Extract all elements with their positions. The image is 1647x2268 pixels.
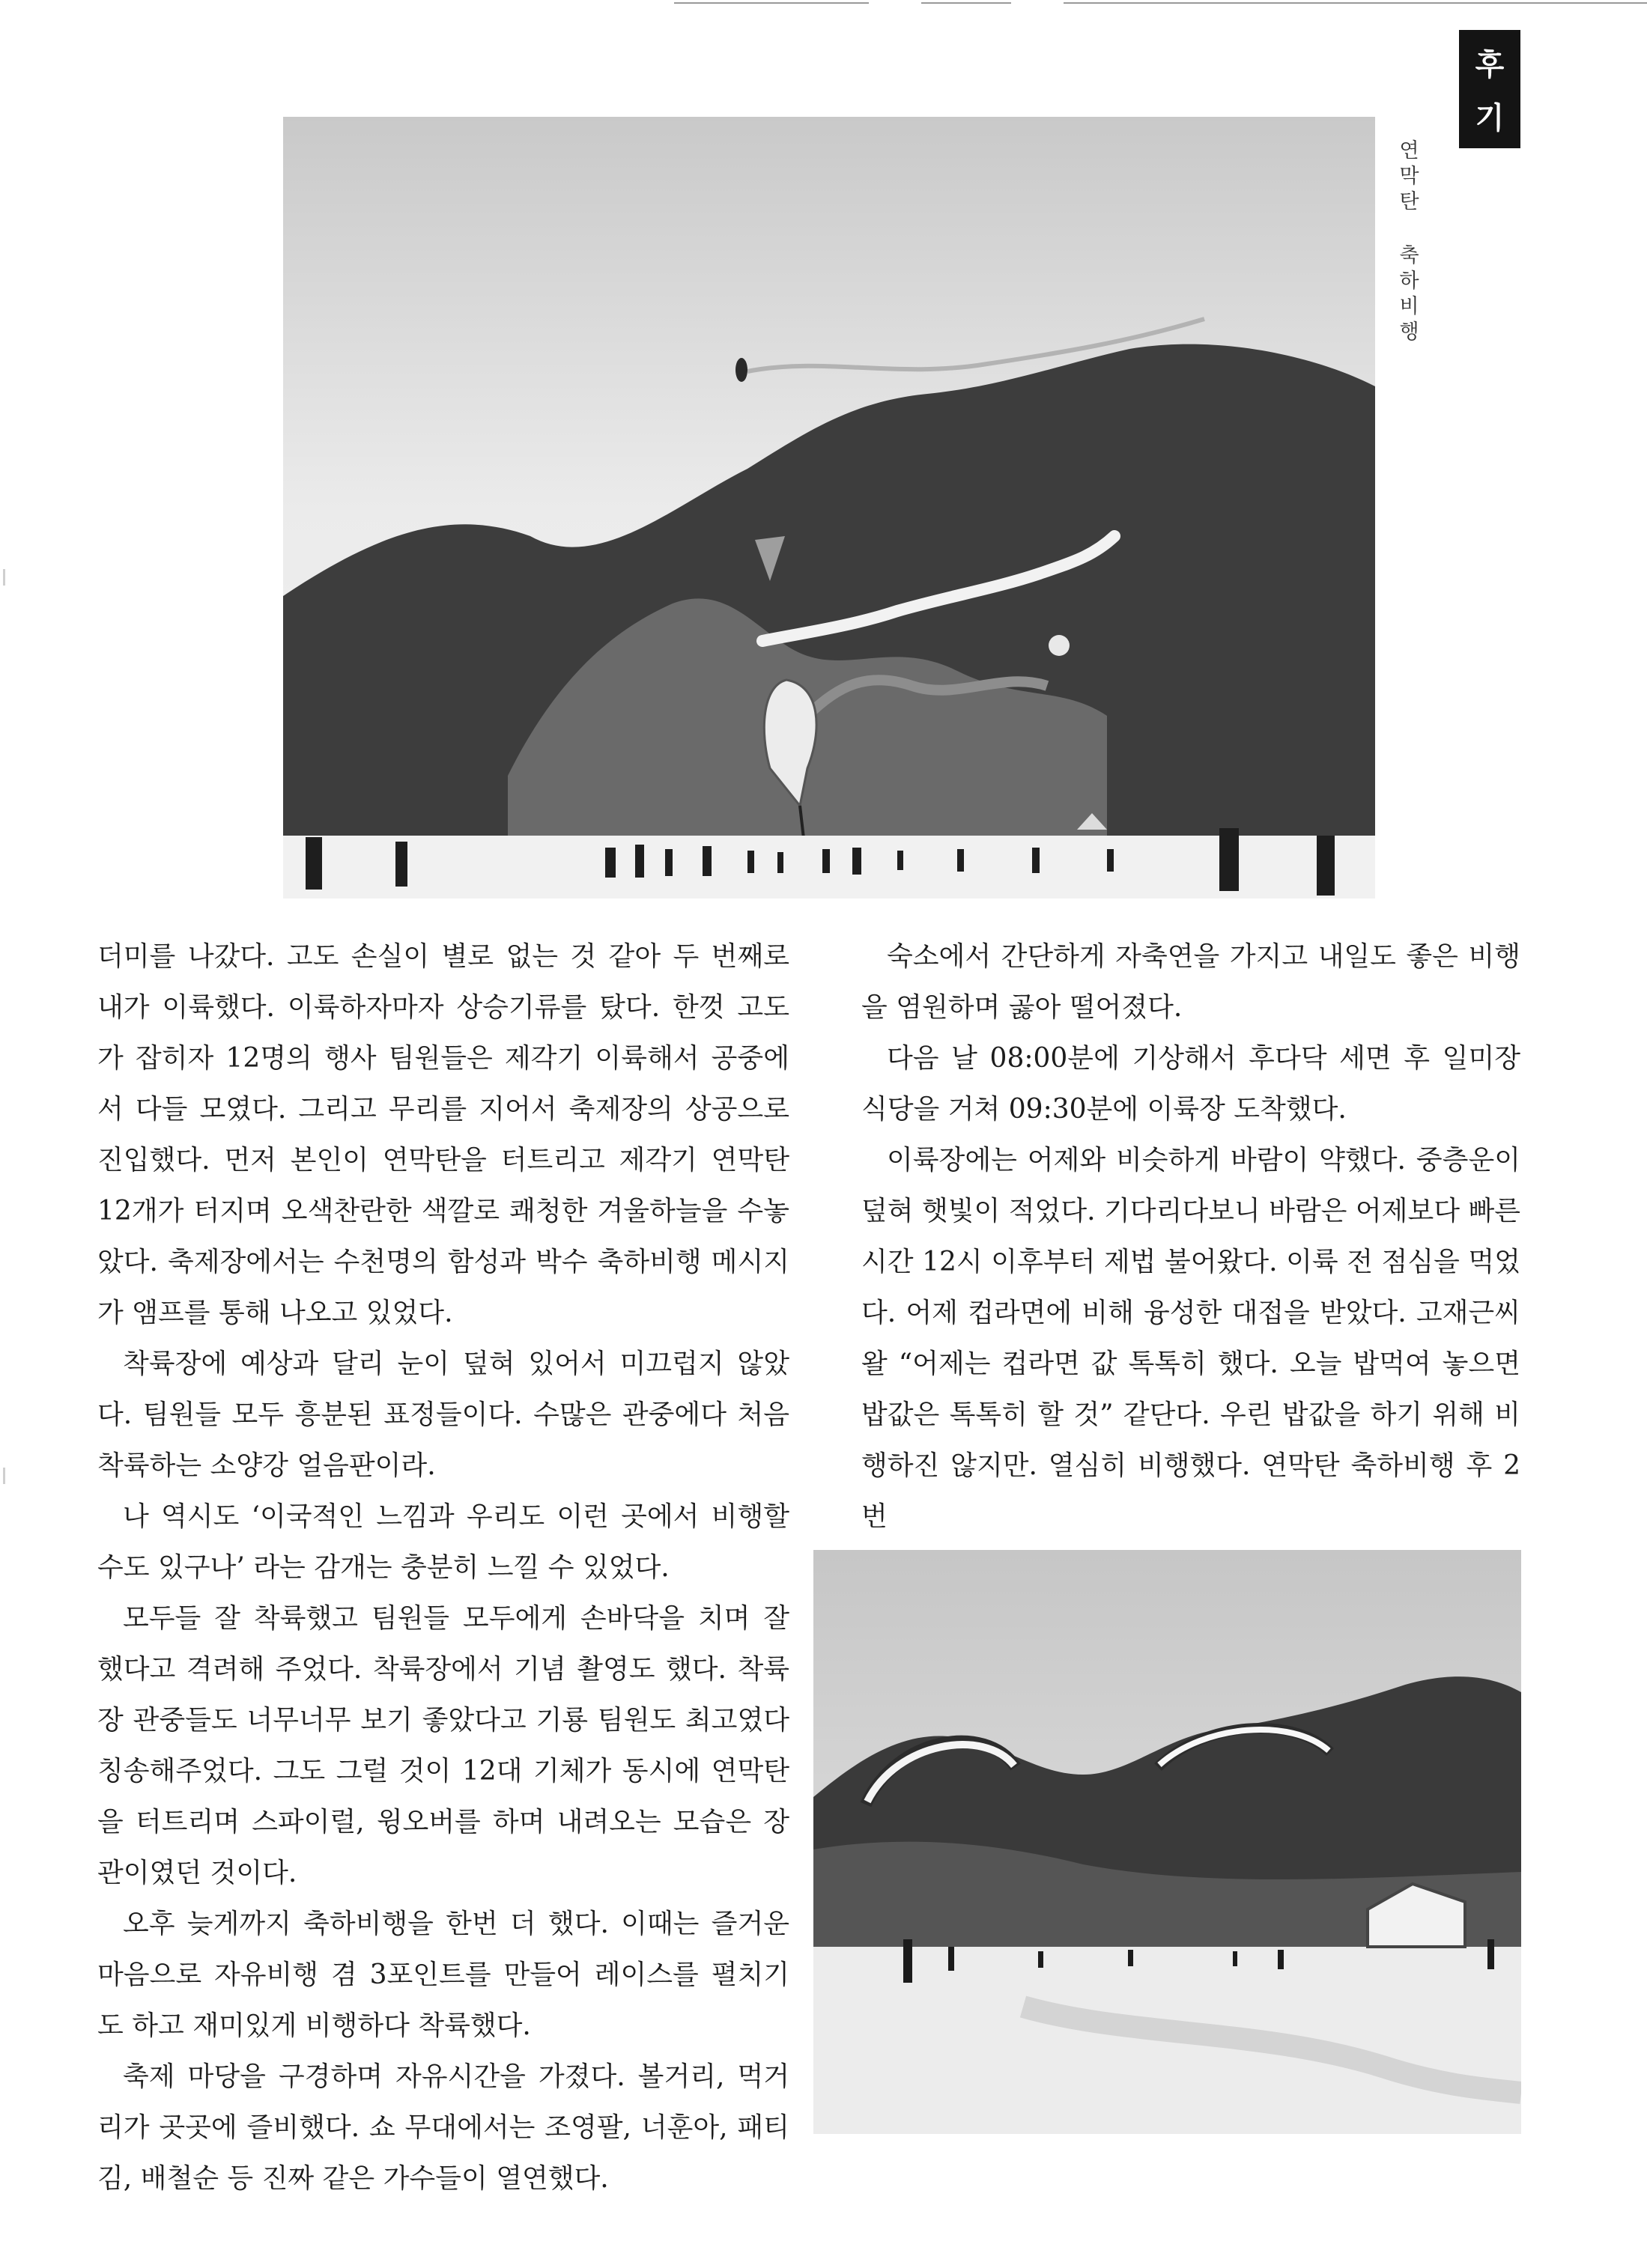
paragraph: 모두들 잘 착륙했고 팀원들 모두에게 손바닥을 치며 잘 했다고 격려해 주었다. 착륙장에서 기념 촬영도 했다. 착륙장 관중들도 너무너무 보기 좋았다고 기룡 팀원도 최고였다 칭송해주었다. 그도 그럴 것이 12대 기체가 동시에 연막탄을 터트리며 스파이럴, 윙오버를 하며 내려오는 모습은 장관이였던 것이다. [97,1603,789,1888]
paragraph: 숙소에서 간단하게 자축연을 가지고 내일도 좋은 비행을 염원하며 곯아 떨어졌다. [861,941,1520,1023]
edge-mark [3,1468,5,1484]
right-text-column [861,931,1520,1542]
section-tab-char: 기 [1475,101,1505,136]
paragraph: 착륙장에 예상과 달리 눈이 덮혀 있어서 미끄럽지 않았다. 팀원들 모두 흥분된 표정들이다. 수많은 관중에다 처음 착륙하는 소양강 얼음판이라. [97,1349,789,1481]
paragraph: 이륙장에는 어제와 비슷하게 바람이 약했다. 중층운이 덮혀 햇빛이 적었다. 기다리다보니 바람은 어제보다 빠른 시간 12시 이후부터 제법 불어왔다. 이륙 전 점심을 먹었다. 어제 컵라면에 비해 융성한 대접을 받았다. 고재근씨 왈 “어제는 컵라면 값 톡톡히 했다. 오늘 밥먹여 놓으면 밥값은 톡톡히 할 것” 같단다. 우린 밥값을 하기 위해 비행하진 않지만. 열심히 비행했다. 연막탄 축하비행 후 2번 [861,1145,1520,1532]
top-rule [674,0,1647,7]
left-text-column [97,931,789,2204]
photo-caption: 연막탄 축하비행 [1395,139,1419,346]
paragraph: 오후 늦게까지 축하비행을 한번 더 했다. 이때는 즐거운 마음으로 자유비행 겸 3포인트를 만들어 레이스를 펼치기도 하고 재미있게 비행하다 착륙했다. [97,1909,789,2041]
paragraph: 다음 날 08:00분에 기상해서 후다닥 세면 후 일미장 식당을 거쳐 09:30분에 이륙장 도착했다. [861,1043,1520,1125]
smoke-flight-photo [283,117,1375,899]
paragraph: 나 역시도 ‘이국적인 느낌과 우리도 이런 곳에서 비행할 수도 있구나’ 라는 감개는 충분히 느낄 수 있었다. [97,1501,789,1583]
paragraph: 축제 마당을 구경하며 자유시간을 가졌다. 볼거리, 먹거리가 곳곳에 즐비했다. 쇼 무대에서는 조영팔, 너훈아, 패티김, 배철순 등 진짜 같은 가수들이 열연했다. [97,2061,789,2194]
landing-photo [813,1550,1521,2134]
section-tab-char: 후 [1475,48,1505,82]
paragraph: 더미를 나갔다. 고도 손실이 별로 없는 것 같아 두 번째로 내가 이륙했다. 이륙하자마자 상승기류를 탔다. 한껏 고도가 잡히자 12명의 행사 팀원들은 제각기 이륙해서 공중에서 다들 모였다. 그리고 무리를 지어서 축제장의 상공으로 진입했다. 먼저 본인이 연막탄을 터트리고 제각기 연막탄 12개가 터지며 오색찬란한 색깔로 쾌청한 겨울하늘을 수놓았다. 축제장에서는 수천명의 함성과 박수 축하비행 메시지가 앰프를 통해 나오고 있었다. [97,941,789,1328]
edge-mark [3,569,5,586]
section-tab [1459,30,1520,148]
